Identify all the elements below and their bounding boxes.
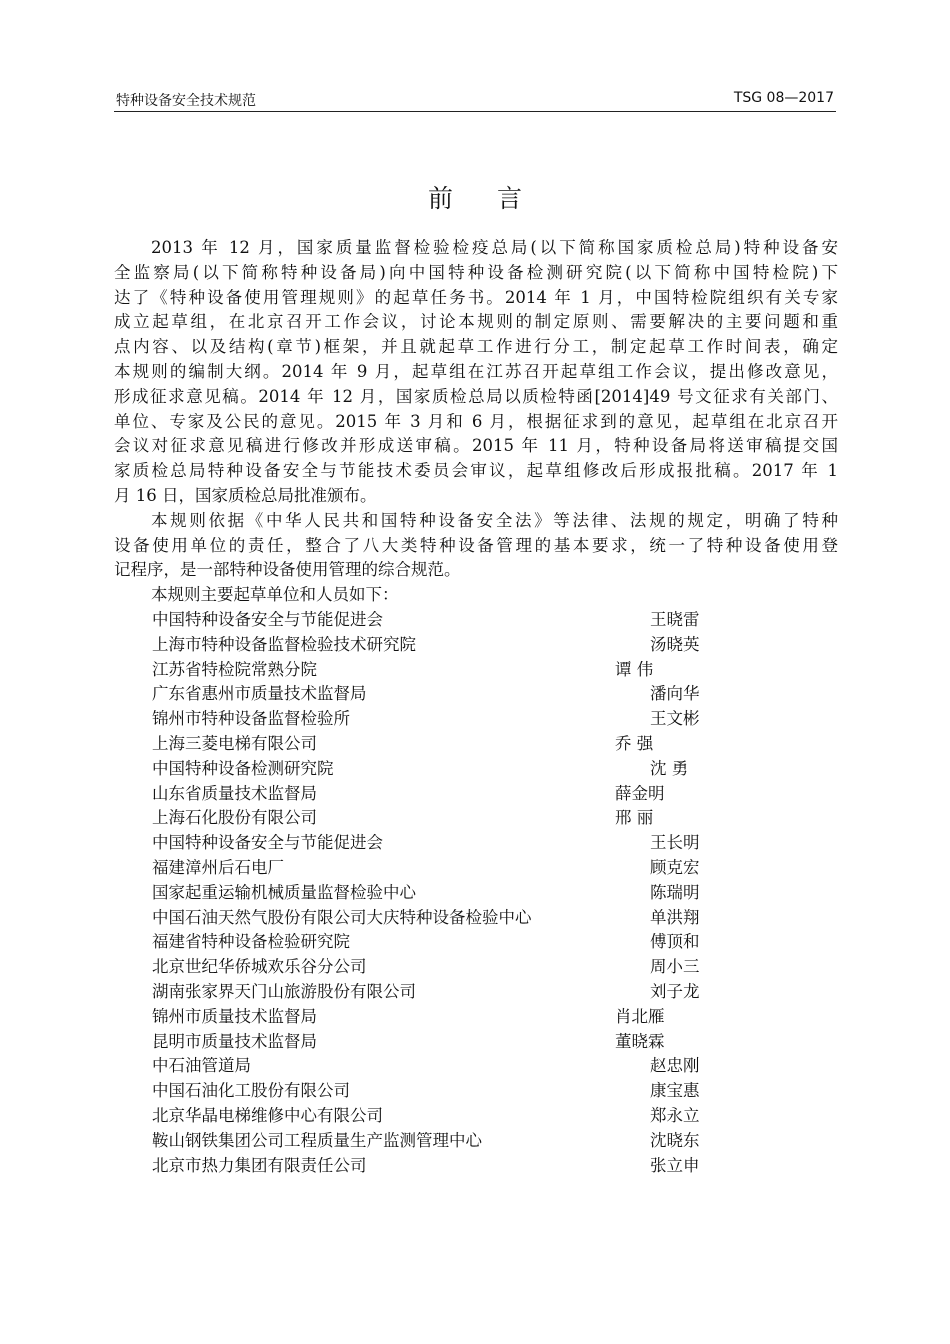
paragraph-basis xyxy=(114,509,838,583)
drafter-name: 薛金明 xyxy=(615,783,665,803)
drafter-name: 沈 勇 xyxy=(650,758,689,778)
drafter-row xyxy=(152,831,752,856)
drafter-org: 锦州市质量技术监督局 xyxy=(152,1006,317,1026)
drafter-org: 湖南张家界天门山旅游股份有限公司 xyxy=(152,981,416,1001)
drafter-row xyxy=(152,1154,752,1179)
drafter-org: 山东省质量技术监督局 xyxy=(152,783,317,803)
drafter-org: 福建省特种设备检验研究院 xyxy=(152,932,350,952)
drafter-org: 江苏省特检院常熟分院 xyxy=(152,659,317,679)
paragraph-line: 记程序，是一部特种设备使用管理的综合规范。 xyxy=(114,560,461,580)
drafter-row xyxy=(152,980,752,1005)
preface-body xyxy=(114,236,838,608)
drafter-row xyxy=(152,881,752,906)
paragraph-line: 2013 年 12 月，国家质量监督检验检疫总局(以下简称国家质检总局)特种设备安 xyxy=(151,238,838,257)
drafter-name: 张立申 xyxy=(650,1155,700,1175)
drafter-row xyxy=(152,757,752,782)
drafter-name: 傅顶和 xyxy=(650,932,700,952)
drafter-org: 上海三菱电梯有限公司 xyxy=(152,733,317,753)
drafter-row xyxy=(152,1129,752,1154)
drafter-org: 中国特种设备安全与节能促进会 xyxy=(152,610,383,629)
drafter-name: 刘子龙 xyxy=(650,981,700,1001)
drafter-name: 沈晓东 xyxy=(650,1130,700,1150)
drafter-org: 广东省惠州市质量技术监督局 xyxy=(152,684,367,704)
drafter-name: 谭 伟 xyxy=(615,659,654,679)
drafter-name: 肖北雁 xyxy=(615,1006,665,1026)
drafter-org: 锦州市特种设备监督检验所 xyxy=(152,709,350,729)
drafter-row xyxy=(152,856,752,881)
drafter-org: 福建漳州后石电厂 xyxy=(152,857,284,877)
drafter-name: 周小三 xyxy=(650,957,700,977)
paragraph-line: 本规则依据《中华人民共和国特种设备安全法》等法律、法规的规定，明确了特种 xyxy=(151,510,838,530)
drafters-list xyxy=(152,608,752,1178)
paragraph-line: 单位、专家及公民的意见。2015 年 3 月和 6 月，根据征求到的意见，起草组在北京召开 xyxy=(114,411,838,431)
paragraph-line: 形成征求意见稿。2014 年 12 月，国家质检总局以质检特函[2014]49 号文征求有关部门、 xyxy=(114,386,838,406)
drafter-org: 中国特种设备安全与节能促进会 xyxy=(152,833,383,853)
drafter-row xyxy=(152,707,752,732)
paragraph-line: 全监察局(以下简称特种设备局)向中国特种设备检测研究院(以下简称中国特检院)下 xyxy=(114,262,838,282)
running-header xyxy=(114,88,836,110)
drafter-org: 国家起重运输机械质量监督检验中心 xyxy=(152,882,416,902)
drafter-org: 昆明市质量技术监督局 xyxy=(152,1031,317,1051)
drafter-row xyxy=(152,732,752,757)
drafter-row xyxy=(152,906,752,931)
drafter-org: 上海石化股份有限公司 xyxy=(152,808,317,828)
paragraph-drafters-intro xyxy=(114,583,838,608)
paragraph-line: 本规则的编制大纲。2014 年 9 月，起草组在江苏召开起草组工作会议，提出修改意见， xyxy=(114,361,838,381)
drafter-name: 潘向华 xyxy=(650,684,700,704)
drafter-name: 王长明 xyxy=(650,833,700,853)
drafter-name: 乔 强 xyxy=(615,733,654,753)
paragraph-line: 月 16 日，国家质检总局批准颁布。 xyxy=(114,485,377,505)
drafter-name: 汤晓英 xyxy=(650,634,700,654)
drafter-org: 鞍山钢铁集团公司工程质量生产监测管理中心 xyxy=(152,1130,482,1150)
header-spec-title: 特种设备安全技术规范 xyxy=(116,93,256,109)
drafter-org: 北京华晶电梯维修中心有限公司 xyxy=(152,1105,383,1125)
drafter-row xyxy=(152,782,752,807)
drafter-name: 陈瑞明 xyxy=(650,882,700,902)
drafter-org: 北京市热力集团有限责任公司 xyxy=(152,1155,367,1175)
paragraph-line: 达了《特种设备使用管理规则》的起草任务书。2014 年 1 月，中国特检院组织有关专家 xyxy=(114,287,838,307)
drafter-name: 赵忠刚 xyxy=(650,1056,700,1076)
drafter-org: 中国石油天然气股份有限公司大庆特种设备检验中心 xyxy=(152,907,532,927)
paragraph-line: 本规则主要起草单位和人员如下： xyxy=(151,585,399,605)
drafter-row xyxy=(152,1054,752,1079)
drafter-row xyxy=(152,1005,752,1030)
paragraph-line: 设备使用单位的责任，整合了八大类特种设备管理的基本要求，统一了特种设备使用登 xyxy=(114,535,838,555)
drafter-name: 康宝惠 xyxy=(650,1081,700,1101)
paragraph-history xyxy=(114,236,838,509)
drafter-org: 中石油管道局 xyxy=(152,1056,251,1076)
header-spec-code: TSG 08—2017 xyxy=(733,90,834,106)
drafter-name: 王文彬 xyxy=(650,709,700,729)
drafter-org: 上海市特种设备监督检验技术研究院 xyxy=(152,634,416,654)
drafter-name: 郑永立 xyxy=(650,1105,700,1125)
paragraph-line: 点内容、以及结构(章节)框架，并且就起草工作进行分工，制定起草工作时间表，确定 xyxy=(114,337,838,357)
drafter-row xyxy=(152,682,752,707)
paragraph-line: 会议对征求意见稿进行修改并形成送审稿。2015 年 11 月，特种设备局将送审稿提交国 xyxy=(114,436,838,456)
paragraph-line: 家质检总局特种设备安全与节能技术委员会审议，起草组修改后形成报批稿。2017 年 1 xyxy=(114,461,838,481)
header-rule xyxy=(114,111,836,112)
drafter-name: 董晓霖 xyxy=(615,1031,665,1051)
drafter-row xyxy=(152,1030,752,1055)
drafter-org: 中国石油化工股份有限公司 xyxy=(152,1081,350,1101)
drafter-row xyxy=(152,930,752,955)
drafter-row xyxy=(152,806,752,831)
drafter-row xyxy=(152,608,752,633)
drafter-org: 中国特种设备检测研究院 xyxy=(152,758,334,778)
drafter-row xyxy=(152,955,752,980)
paragraph-line: 成立起草组，在北京召开工作会议，讨论本规则的制定原则、需要解决的主要问题和重 xyxy=(114,312,838,332)
drafter-name: 单洪翔 xyxy=(650,907,700,927)
drafter-row xyxy=(152,1104,752,1129)
drafter-name: 王晓雷 xyxy=(650,610,700,629)
drafter-name: 顾克宏 xyxy=(650,857,700,877)
drafter-row xyxy=(152,658,752,683)
page-title: 前言 xyxy=(427,184,566,213)
drafter-org: 北京世纪华侨城欢乐谷分公司 xyxy=(152,957,367,977)
drafter-row xyxy=(152,633,752,658)
drafter-row xyxy=(152,1079,752,1104)
drafter-name: 邢 丽 xyxy=(615,808,654,828)
